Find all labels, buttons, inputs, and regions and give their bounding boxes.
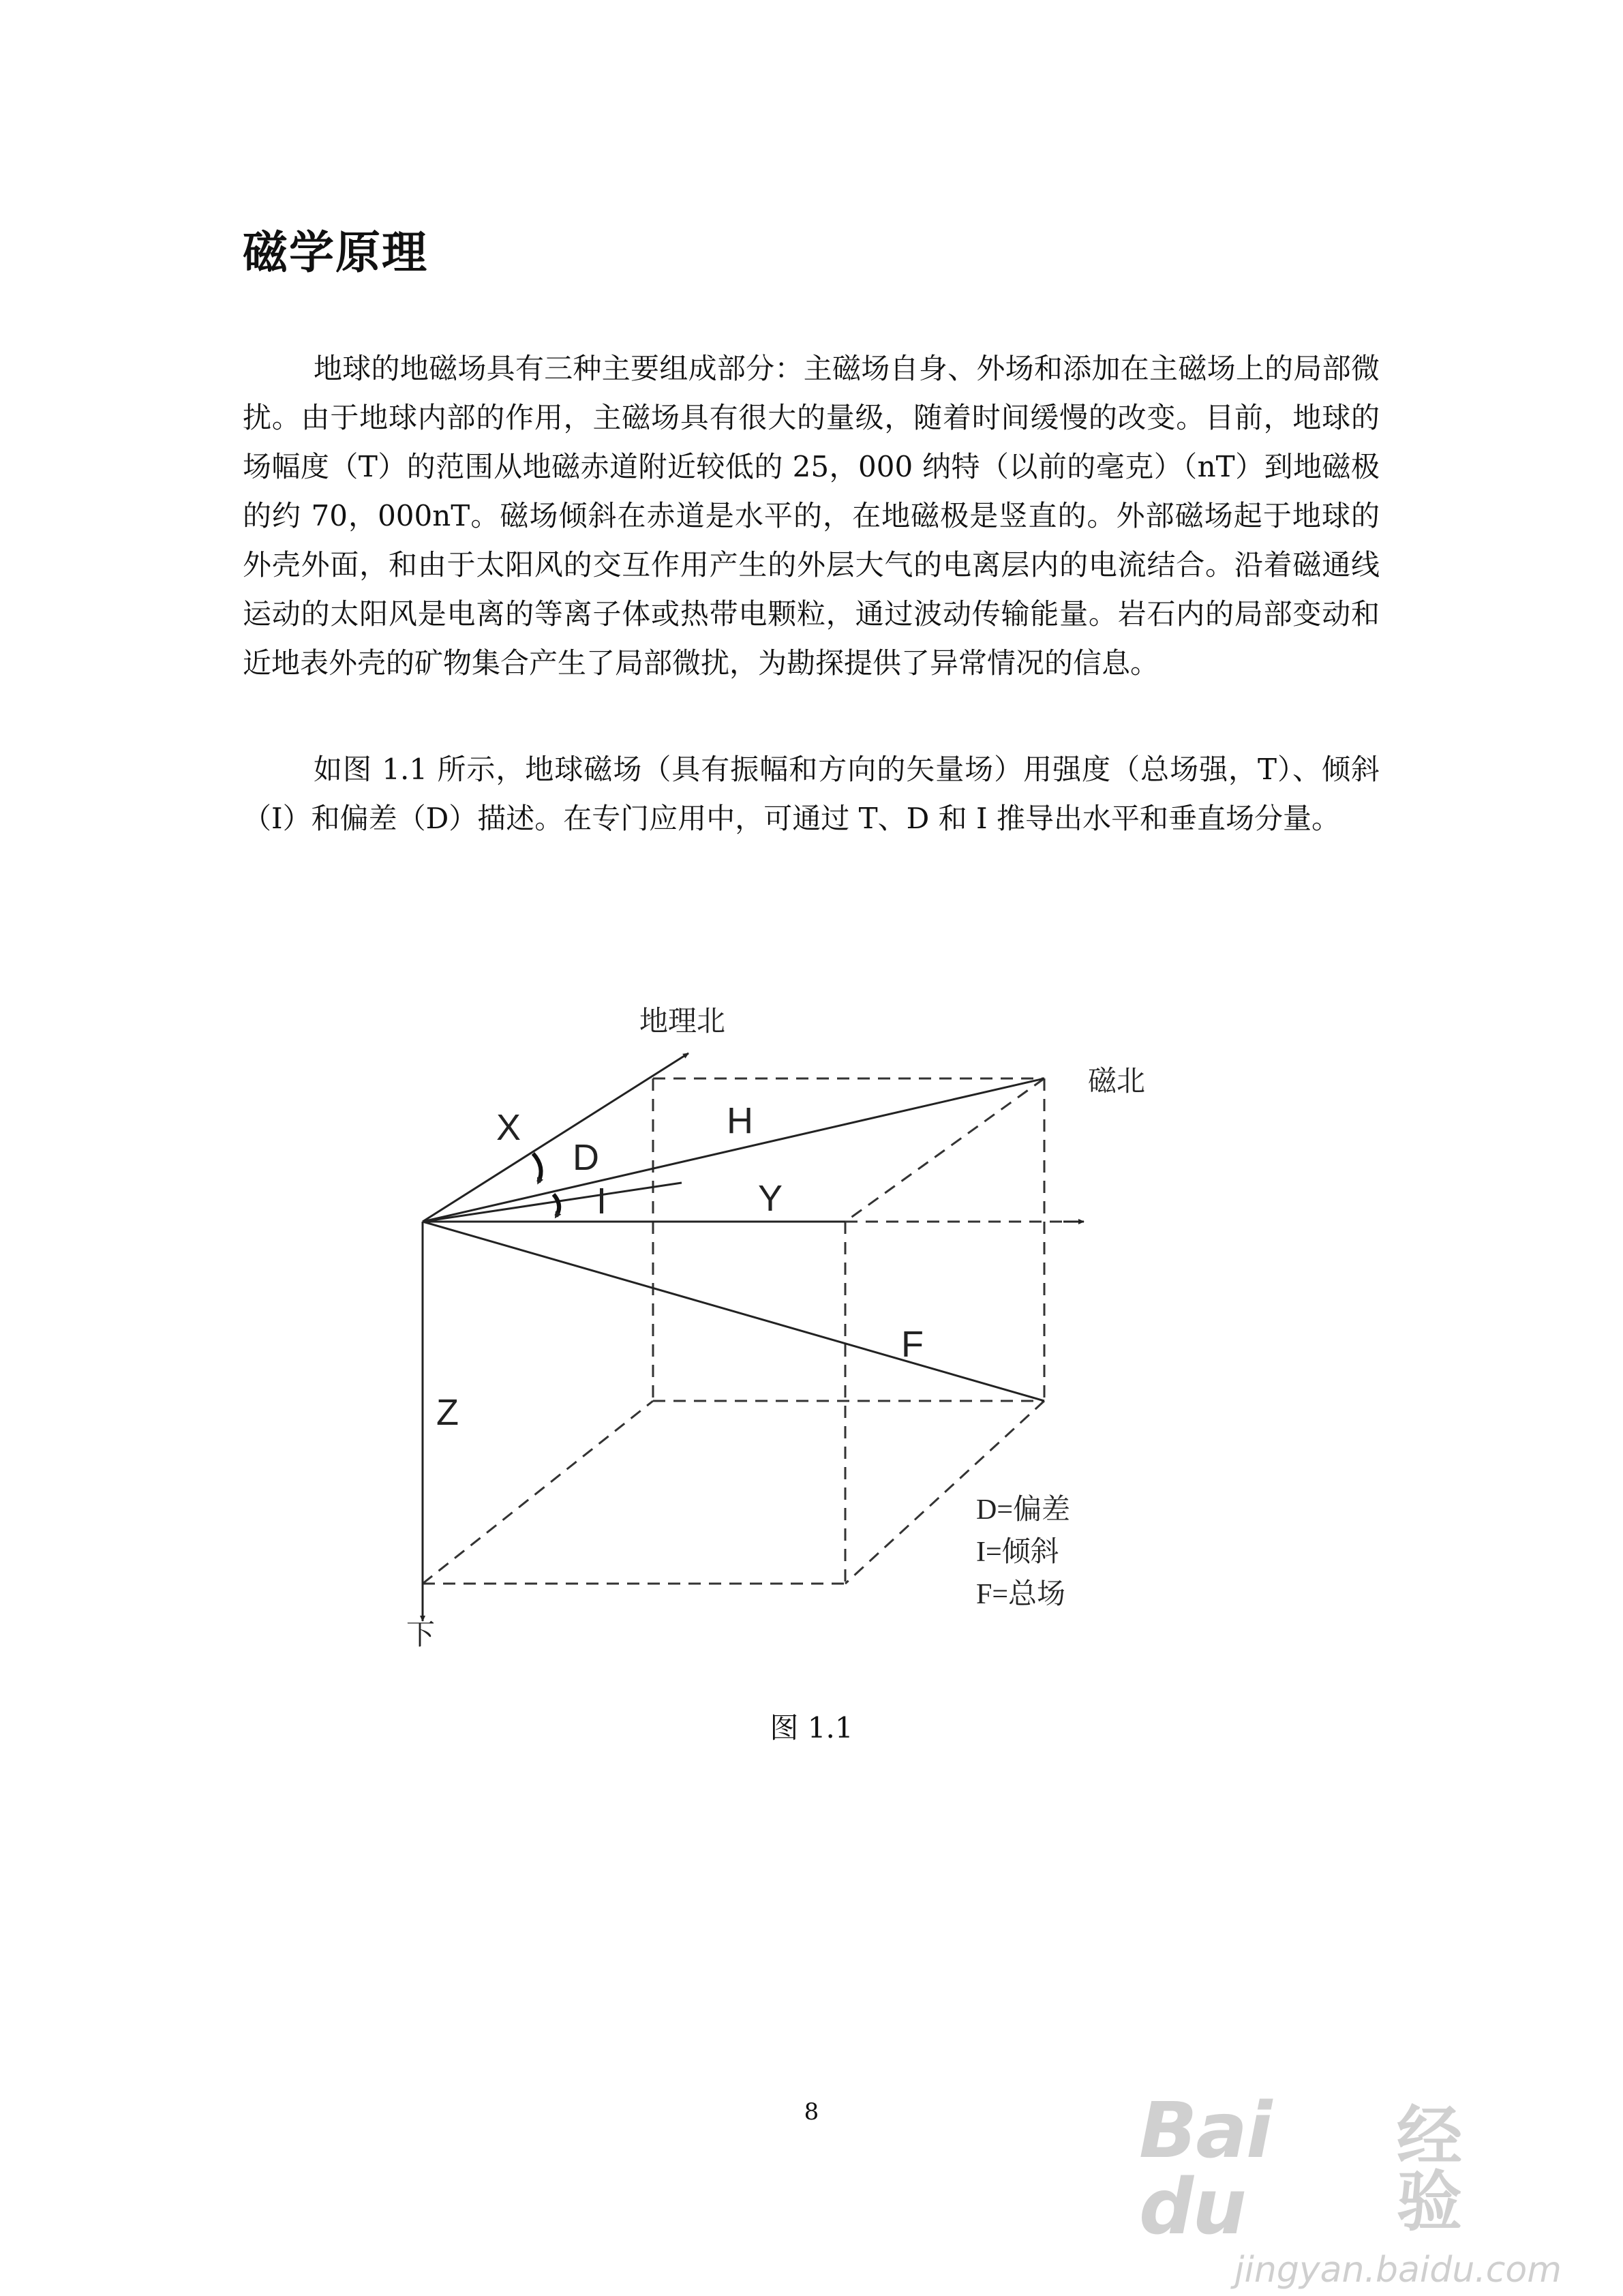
legend-item: D=偏差 <box>976 1494 1071 1526</box>
label-geo-north: 地理北 <box>639 1006 726 1038</box>
paragraph-1: 地球的地磁场具有三种主要组成部分：主磁场自身、外场和添加在主磁场上的局部微扰。由于地球内部的作用，主磁场具有很大的量级，随着时间缓慢的改变。目前，地球的场幅度（T）的范围从地磁赤道附近较低的 25，000 纳特（以前的毫克）（nT）到地磁极的约 70，000nT。磁场倾斜在赤道是水平的，在地磁极是竖直的。外部磁场起于地球的外壳外面，和由于太阳风的交互作用产生的外层大气的电离层内的电流结合。沿着磁通线运动的太阳风是电离的等离子体或热带电颗粒，通过波动传输能量。岩石内的局部变动和近地表外壳的矿物集合产生了局部微扰，为勘探提供了异常情况的信息。 <box>243 352 1380 680</box>
i-vector <box>423 1183 682 1222</box>
d-angle-arc <box>533 1153 541 1182</box>
paragraph-2: 如图 1.1 所示，地球磁场（具有振幅和方向的矢量场）用强度（总场强，T）、倾斜（I）和偏差（D）描述。在专门应用中，可通过 T、D 和 I 推导出水平和垂直场分量。 <box>243 753 1380 835</box>
figure-caption: 图 1.1 <box>770 1711 853 1744</box>
page-number: 8 <box>804 2098 819 2126</box>
page-title: 磁学原理 <box>243 226 428 279</box>
f-vector <box>423 1222 1044 1401</box>
label-x: X <box>496 1107 521 1148</box>
label-f: F <box>901 1324 924 1365</box>
label-i: I <box>596 1181 607 1222</box>
watermark-service: 经验 <box>1397 2098 1463 2240</box>
label-z: Z <box>436 1392 459 1433</box>
legend-item: I=倾斜 <box>976 1537 1059 1568</box>
watermark-brand: Bai du <box>1139 2087 1271 2252</box>
label-mag-north: 磁北 <box>1088 1066 1146 1098</box>
baidu-jingyan-watermark <box>1139 2087 1562 2295</box>
watermark-url: jingyan.baidu.com <box>1234 2250 1562 2291</box>
legend-item: F=总场 <box>976 1579 1066 1610</box>
label-down: 下 <box>406 1620 436 1651</box>
i-angle-arc <box>553 1194 559 1216</box>
box-edge-top-right <box>845 1078 1044 1222</box>
label-h: H <box>727 1100 753 1141</box>
label-y: Y <box>758 1178 783 1219</box>
label-d: D <box>573 1137 599 1178</box>
